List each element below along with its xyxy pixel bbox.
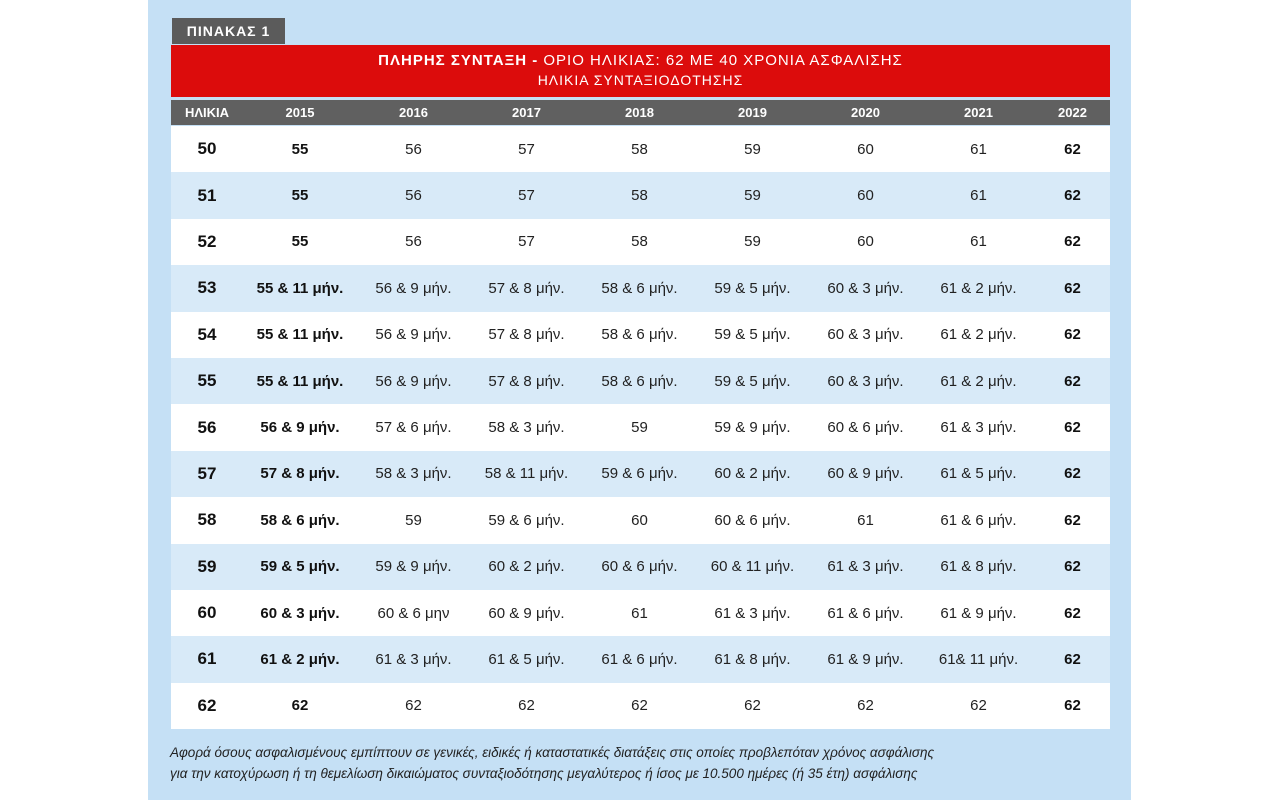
table-cell: 55 <box>291 140 309 158</box>
table-cell: 59 <box>744 187 761 205</box>
table-cell: 61 & 8 μήν. <box>714 650 791 668</box>
table-cell: 62 <box>1064 140 1081 158</box>
table-cell: 55 <box>291 187 309 205</box>
table-row <box>171 451 1110 497</box>
table-cell: 59 <box>744 140 761 158</box>
row-age-cell: 57 <box>197 463 217 483</box>
table-cell: 55 & 11 μήν. <box>256 326 344 344</box>
table-cell: 60 <box>857 187 874 205</box>
table-cell: 62 <box>405 697 422 715</box>
table-cell: 56 <box>405 187 422 205</box>
table-cell: 57 <box>518 233 535 251</box>
row-age-cell: 55 <box>197 371 217 391</box>
table-cell: 59 <box>631 419 648 437</box>
table-cell: 59 & 5 μήν. <box>714 372 791 390</box>
table-cell: 60 & 2 μήν. <box>488 558 565 576</box>
row-age-cell: 61 <box>197 649 217 669</box>
table-cell: 62 <box>1064 558 1081 576</box>
table-cell: 62 <box>1064 419 1081 437</box>
table-cell: 58 <box>631 187 648 205</box>
table-cell: 62 <box>1064 187 1081 205</box>
table-cell: 61 & 9 μήν. <box>940 604 1017 622</box>
table-cell: 61 & 3 μήν. <box>375 650 452 668</box>
table-row <box>171 497 1110 543</box>
header-2020: 2020 <box>851 105 880 120</box>
table-cell: 56 & 9 μήν. <box>260 419 340 437</box>
table-cell: 60 & 9 μήν. <box>488 604 565 622</box>
row-age-cell: 53 <box>197 278 217 298</box>
table-cell: 60 & 3 μήν. <box>827 326 904 344</box>
table-title-rest: ΟΡΙΟ ΗΛΙΚΙΑΣ: 62 ΜΕ 40 ΧΡΟΝΙΑ ΑΣΦΑΛΙΣΗΣ <box>538 52 903 69</box>
table-cell: 59 & 9 μήν. <box>714 419 791 437</box>
table-cell: 59 & 6 μήν. <box>601 465 678 483</box>
table-row <box>171 172 1110 218</box>
table-cell: 58 <box>631 233 648 251</box>
table-cell: 56 & 9 μήν. <box>375 326 452 344</box>
table-cell: 59 & 9 μήν. <box>375 558 452 576</box>
header-2016: 2016 <box>399 105 428 120</box>
table-cell: 61 <box>631 604 648 622</box>
table-cell: 61 <box>970 140 987 158</box>
table-cell: 60 & 3 μήν. <box>827 372 904 390</box>
table-title-bold: ΠΛΗΡΗΣ ΣΥΝΤΑΞΗ - <box>378 52 539 69</box>
table-cell: 61 <box>970 187 987 205</box>
table-cell: 58 & 6 μήν. <box>260 511 340 529</box>
table-row <box>171 358 1110 404</box>
table-row <box>171 683 1110 729</box>
table-cell: 60 & 6 μην <box>377 604 450 622</box>
table-cell: 61 & 3 μήν. <box>827 558 904 576</box>
table-cell: 56 & 9 μήν. <box>375 372 452 390</box>
table-cell: 55 & 11 μήν. <box>256 372 344 390</box>
table-cell: 61 & 6 μήν. <box>601 650 678 668</box>
table-cell: 60 & 6 μήν. <box>601 558 678 576</box>
footnote-line-1: Αφορά όσους ασφαλισμένους εμπίπτουν σε γενικές, ειδικές ή καταστατικές διατάξεις στις οποίες προβλεπόταν χρόνος ασφάλισης <box>170 745 935 760</box>
table-cell: 56 <box>405 233 422 251</box>
row-age-cell: 50 <box>197 139 217 159</box>
table-cell: 61 & 2 μήν. <box>940 326 1017 344</box>
table-cell: 57 & 8 μήν. <box>488 326 565 344</box>
table-cell: 60 <box>857 233 874 251</box>
row-age-cell: 52 <box>197 231 217 251</box>
table-cell: 61 & 2 μήν. <box>940 372 1017 390</box>
table-cell: 61 <box>970 233 987 251</box>
table-cell: 57 & 8 μήν. <box>488 372 565 390</box>
table-cell: 56 <box>405 140 422 158</box>
table-cell: 57 & 8 μήν. <box>488 279 565 297</box>
table-row <box>171 404 1110 450</box>
footnote-line-2: για την κατοχύρωση ή τη θεμελίωση δικαιώματος συνταξιοδότησης μεγαλύτερος ή ίσος με 10.500 ημέρες (ή 35 έτη) ασφάλισης <box>170 766 918 781</box>
table-title-banner <box>171 45 1110 97</box>
table-cell: 60 & 3 μήν. <box>260 604 340 622</box>
table-cell: 60 & 9 μήν. <box>827 465 904 483</box>
table-cell: 59 & 5 μήν. <box>714 326 791 344</box>
header-2017: 2017 <box>512 105 541 120</box>
row-age-cell: 60 <box>197 603 217 623</box>
table-subtitle: ΗΛΙΚΙΑ ΣΥΝΤΑΞΙΟΔΟΤΗΣΗΣ <box>537 72 744 88</box>
table-cell: 62 <box>744 697 761 715</box>
row-age-cell: 51 <box>197 185 217 205</box>
table-cell: 61 <box>857 511 874 529</box>
table-row <box>171 312 1110 358</box>
table-cell: 62 <box>518 697 535 715</box>
table-cell: 61 & 6 μήν. <box>827 604 904 622</box>
table-cell: 60 <box>631 511 648 529</box>
row-age-cell: 56 <box>197 417 217 437</box>
table-cell: 59 & 6 μήν. <box>488 511 565 529</box>
table-cell: 61 & 6 μήν. <box>940 511 1017 529</box>
table-cell: 61 & 3 μήν. <box>714 604 791 622</box>
row-age-cell: 59 <box>197 556 217 576</box>
table-cell: 62 <box>631 697 648 715</box>
table-cell: 62 <box>970 697 987 715</box>
footnote <box>170 742 1100 784</box>
table-cell: 61 & 2 μήν. <box>940 279 1017 297</box>
table-cell: 61 & 5 μήν. <box>488 650 565 668</box>
table-cell: 57 <box>518 140 535 158</box>
table-row <box>171 590 1110 636</box>
table-cell: 55 & 11 μήν. <box>256 279 344 297</box>
table-row <box>171 219 1110 265</box>
table-cell: 58 & 6 μήν. <box>601 372 678 390</box>
table-cell: 62 <box>1064 326 1081 344</box>
header-2022: 2022 <box>1058 105 1087 120</box>
table-cell: 57 & 8 μήν. <box>260 465 340 483</box>
table-cell: 61 & 3 μήν. <box>940 419 1017 437</box>
table-cell: 55 <box>291 233 309 251</box>
header-2019: 2019 <box>738 105 767 120</box>
table-cell: 62 <box>1064 650 1081 668</box>
row-age-cell: 54 <box>197 324 217 344</box>
table-cell: 61& 11 μήν. <box>938 650 1019 668</box>
table-cell: 61 & 9 μήν. <box>827 650 904 668</box>
table-cell: 62 <box>857 697 874 715</box>
header-2015: 2015 <box>285 105 315 120</box>
table-cell: 57 & 6 μήν. <box>375 419 452 437</box>
table-cell: 61 & 2 μήν. <box>260 650 340 668</box>
table-row <box>171 544 1110 590</box>
table-cell: 57 <box>518 187 535 205</box>
table-cell: 62 <box>291 697 309 715</box>
table-cell: 60 & 2 μήν. <box>714 465 791 483</box>
table-cell: 61 & 5 μήν. <box>940 465 1017 483</box>
table-cell: 58 <box>631 140 648 158</box>
table-cell: 59 & 5 μήν. <box>260 558 340 576</box>
header-age: ΗΛΙΚΙΑ <box>184 105 230 120</box>
table-cell: 58 & 3 μήν. <box>375 465 452 483</box>
table-cell: 60 <box>857 140 874 158</box>
header-2021: 2021 <box>964 105 993 120</box>
header-2018: 2018 <box>625 105 654 120</box>
table-cell: 59 <box>405 511 422 529</box>
table-cell: 59 & 5 μήν. <box>714 279 791 297</box>
table-title <box>171 45 1110 70</box>
table-cell: 59 <box>744 233 761 251</box>
table-cell: 58 & 3 μήν. <box>488 419 565 437</box>
table-cell: 58 & 11 μήν. <box>484 465 569 483</box>
table-tag: ΠΙΝΑΚΑΣ 1 <box>172 18 285 44</box>
table-cell: 62 <box>1064 372 1081 390</box>
table-cell: 62 <box>1064 604 1081 622</box>
row-age-cell: 62 <box>197 695 217 715</box>
row-age-cell: 58 <box>197 510 217 530</box>
table-cell: 56 & 9 μήν. <box>375 279 452 297</box>
table-cell: 60 & 6 μήν. <box>827 419 904 437</box>
table-row <box>171 126 1110 172</box>
table-row <box>171 636 1110 682</box>
table-cell: 61 & 8 μήν. <box>940 558 1017 576</box>
table-cell: 62 <box>1064 233 1081 251</box>
table-cell: 62 <box>1064 465 1081 483</box>
table-cell: 62 <box>1064 511 1081 529</box>
table-cell: 62 <box>1064 279 1081 297</box>
table-cell: 62 <box>1064 697 1081 715</box>
table-cell: 60 & 3 μήν. <box>827 279 904 297</box>
table-cell: 60 & 11 μήν. <box>710 558 795 576</box>
table-row <box>171 265 1110 311</box>
table-cell: 58 & 6 μήν. <box>601 326 678 344</box>
table-body <box>171 126 1110 729</box>
table-header <box>171 100 1110 125</box>
table-cell: 58 & 6 μήν. <box>601 279 678 297</box>
table-cell: 60 & 6 μήν. <box>714 511 791 529</box>
